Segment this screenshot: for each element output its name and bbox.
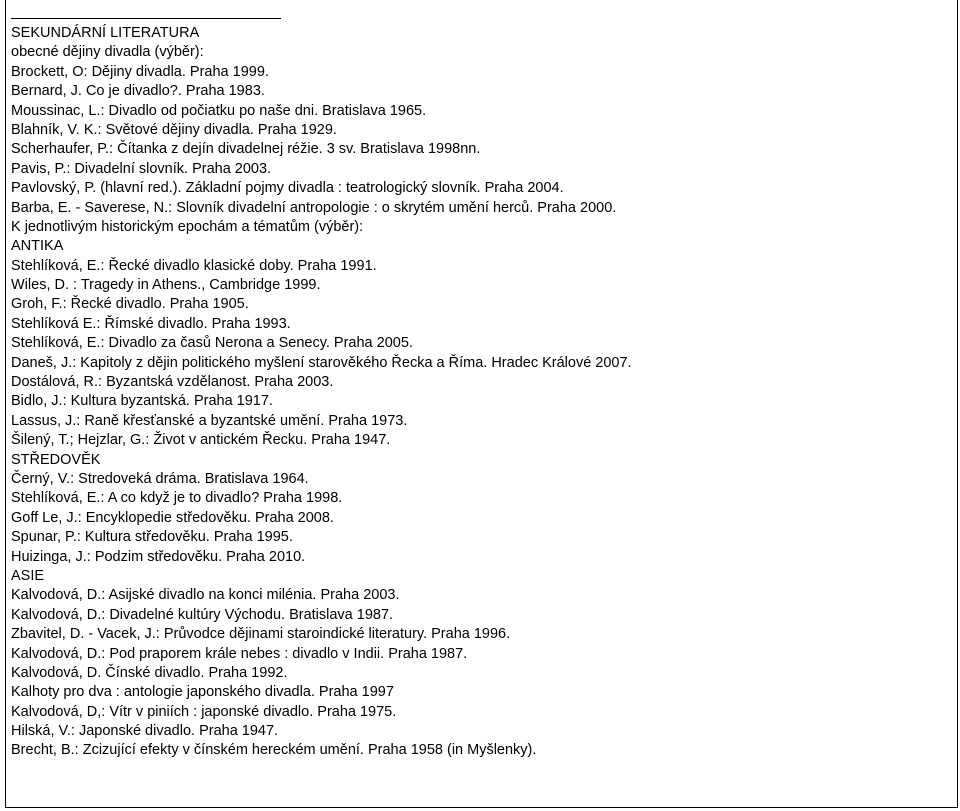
section-heading-asie: ASIE (11, 567, 45, 584)
bibliography-entry: Kalhoty pro dva : antologie japonského divadla. Praha 1997 (11, 684, 394, 701)
bibliography-entry: Barba, E. - Saverese, N.: Slovník divadelní antropologie : o skrytém umění herců. Praha 2000. (11, 199, 617, 216)
bibliography-entry: Kalvodová, D.: Divadelné kultúry Východu. Bratislava 1987. (11, 606, 394, 623)
bibliography-entry: Moussinac, L.: Divadlo od počiatku po naše dni. Bratislava 1965. (11, 102, 427, 119)
section-heading-secondary-literature: SEKUNDÁRNÍ LITERATURA (11, 25, 200, 41)
bibliography-entry: Brockett, O: Dějiny divadla. Praha 1999. (11, 63, 269, 80)
bibliography-entry: Daneš, J.: Kapitoly z dějin politického myšlení starověkého Řecka a Říma. Hradec Králové 2007. (11, 354, 632, 371)
bibliography-entry: Lassus, J.: Raně křesťanské a byzantské umění. Praha 1973. (11, 412, 408, 429)
bibliography-entry: Pavlovský, P. (hlavní red.). Základní pojmy divadla : teatrologický slovník. Praha 2004. (11, 180, 564, 197)
subheading-general-history: obecné dějiny divadla (výběr): (11, 44, 204, 61)
bibliography-entry: Černý, V.: Stredoveká dráma. Bratislava 1964. (11, 470, 309, 487)
top-rule (11, 18, 281, 19)
bibliography-entry: Groh, F.: Řecké divadlo. Praha 1905. (11, 296, 249, 313)
bibliography-entry: Stehlíková, E.: Divadlo za časů Nerona a Senecy. Praha 2005. (11, 335, 413, 352)
bibliography-entry: Zbavitel, D. - Vacek, J.: Průvodce dějinami staroindické literatury. Praha 1996. (11, 626, 511, 643)
bibliography-entry: Goff Le, J.: Encyklopedie středověku. Praha 2008. (11, 509, 334, 526)
bibliography-entry: Blahník, V. K.: Světové dějiny divadla. Praha 1929. (11, 121, 337, 138)
section-heading-stredovek: STŘEDOVĚK (11, 451, 101, 468)
bibliography-entry: Stehlíková, E.: Řecké divadlo klasické doby. Praha 1991. (11, 257, 377, 274)
section-heading-antika: ANTIKA (11, 238, 64, 255)
bibliography-entry: Kalvodová, D,: Vítr v piniích : japonské divadlo. Praha 1975. (11, 703, 397, 720)
bibliography-entry: Brecht, B.: Zcizující efekty v čínském hereckém umění. Praha 1958 (in Myšlenky). (11, 742, 537, 759)
bibliography-entry: Wiles, D. : Tragedy in Athens., Cambridge 1999. (11, 277, 321, 294)
bibliography-list (11, 24, 950, 761)
bibliography-entry: Spunar, P.: Kultura středověku. Praha 1995. (11, 529, 293, 546)
bibliography-entry: Bidlo, J.: Kultura byzantská. Praha 1917. (11, 393, 273, 410)
bibliography-entry: Pavis, P.: Divadelní slovník. Praha 2003. (11, 160, 272, 177)
bibliography-entry: Scherhaufer, P.: Čítanka z dejín divadelnej réžie. 3 sv. Bratislava 1998nn. (11, 141, 481, 158)
bibliography-entry: Šilený, T.; Hejzlar, G.: Život v antickém Řecku. Praha 1947. (11, 432, 391, 449)
bibliography-entry: Kalvodová, D.: Asijské divadlo na konci milénia. Praha 2003. (11, 587, 400, 604)
subheading-epochs: K jednotlivým historickým epochám a tématům (výběr): (11, 218, 364, 235)
bibliography-entry: Kalvodová, D.: Pod praporem krále nebes : divadlo v Indii. Praha 1987. (11, 645, 468, 662)
bibliography-entry: Hilská, V.: Japonské divadlo. Praha 1947. (11, 723, 279, 740)
bibliography-entry: Stehlíková E.: Římské divadlo. Praha 1993. (11, 315, 291, 332)
bibliography-entry: Huizinga, J.: Podzim středověku. Praha 2010. (11, 548, 306, 565)
bibliography-entry: Bernard, J. Co je divadlo?. Praha 1983. (11, 83, 265, 100)
bibliography-entry: Kalvodová, D. Čínské divadlo. Praha 1992. (11, 664, 288, 681)
bibliography-entry: Dostálová, R.: Byzantská vzdělanost. Praha 2003. (11, 374, 334, 391)
bibliography-entry: Stehlíková, E.: A co když je to divadlo? Praha 1998. (11, 490, 343, 507)
